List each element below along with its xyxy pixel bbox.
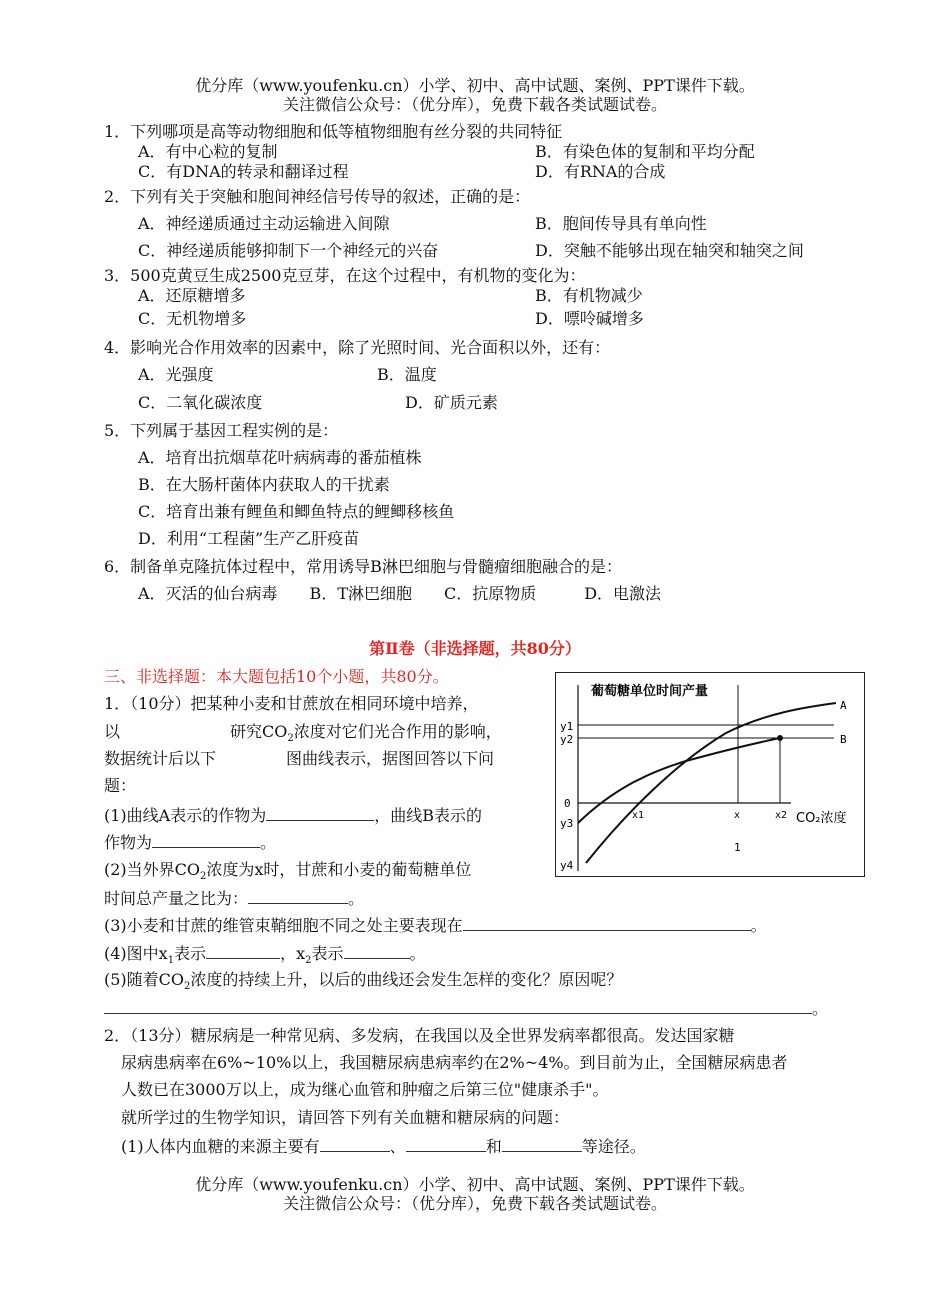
x2-point [777, 735, 783, 741]
mc-q1-option-d: D．有RNA的合成 [535, 162, 666, 181]
part2-title: 第Ⅱ卷（非选择题，共80分） [369, 639, 581, 658]
mc-q3-stem: 3．500克黄豆生成2500克豆芽，在这个过程中，有机物的变化为： [104, 266, 586, 285]
answer-blank[interactable] [206, 943, 280, 959]
q1-line-3: 数据统计后以下 图曲线表示，据图回答以下问 [104, 749, 495, 768]
mc-q4-stem: 4．影响光合作用效率的因素中，除了光照时间、光合面积以外，还有： [104, 338, 611, 357]
curve-a-label: A [840, 699, 847, 712]
mc-q5-option-a: A．培育出抗烟草花叶病病毒的番茄植株 [138, 448, 422, 467]
mc-q2-option-d: D．突触不能够出现在轴突和轴突之间 [535, 241, 804, 260]
mc-q5-option-d: D．利用“工程菌”生产乙肝疫苗 [138, 529, 360, 548]
figure-caption: 1 [734, 841, 741, 854]
mc-q1-option-b: B．有染色体的复制和平均分配 [535, 142, 755, 161]
answer-blank[interactable] [320, 1136, 390, 1152]
curve-b-label: B [840, 733, 847, 746]
mc-q2-option-b: B．胞间传导具有单向性 [535, 214, 707, 233]
answer-blank[interactable] [266, 805, 374, 821]
q2-line-4: 就所学过的生物学知识，请回答下列有关血糖和糖尿病的问题： [121, 1108, 570, 1127]
q1-sub1-line1: (1)曲线A表示的作物为 ，曲线B表示的 [104, 806, 482, 825]
curve-a [586, 703, 836, 863]
q1-sub2-line2: 时间总产量之比为： 。 [104, 889, 365, 908]
header-line-2: 关注微信公众号：（优分库），免费下载各类试题试卷。 [282, 95, 667, 114]
footer-line-1: 优分库（www.youfenku.cn）小学、初中、高中试题、案例、PPT课件下载。 [195, 1175, 755, 1194]
q1-sub2-line1: (2)当外界$CO_2$浓度为x时，甘蔗和小麦的葡萄糖单位 [104, 860, 472, 883]
y-axis-label: 葡萄糖单位时间产量 [591, 684, 709, 699]
q1-line-4: 题： [104, 776, 137, 795]
y3-label: y3 [560, 817, 574, 830]
x2-label: x2 [775, 810, 788, 821]
x-label: x [734, 810, 741, 821]
mc-q4-option-b: B．温度 [377, 365, 437, 384]
origin-label: 0 [564, 797, 571, 810]
mc-q3-option-c: C．无机物增多 [138, 309, 247, 328]
answer-blank[interactable] [463, 915, 751, 931]
mc-q4-option-c: C．二氧化碳浓度 [138, 393, 263, 412]
q1-sub4: (4)图中$x_1$表示 ，$x_2$表示 。 [104, 944, 426, 967]
mc-q2-option-a: A．神经递质通过主动运输进入间隙 [138, 214, 390, 233]
q2-line-1: 2．（13分）糖尿病是一种常见病、多发病，在我国以及全世界发病率都很高。发达国家糖 [104, 1026, 735, 1045]
mc-q2-option-c: C．神经递质能够抑制下一个神经元的兴奋 [138, 241, 439, 260]
mc-q3-option-b: B．有机物减少 [535, 286, 643, 305]
mc-q5-option-b: B．在大肠杆菌体内获取人的干扰素 [138, 475, 390, 494]
q1-sub5: (5)随着$CO_2$浓度的持续上升，以后的曲线还会发生怎样的变化？原因呢？ [104, 970, 623, 993]
q1-sub5-answer: 。 [104, 998, 828, 1019]
answer-blank[interactable] [104, 998, 812, 1014]
q2-line-2: 尿病患病率在6%~10%以上，我国糖尿病患病率约在2%~4%。到目前为止，全国糖尿病患者 [121, 1053, 788, 1072]
x-axis-label: CO₂浓度 [796, 811, 847, 826]
answer-blank[interactable] [406, 1136, 486, 1152]
q1-line-2: 以 研究$CO_2$浓度对它们光合作用的影响， [104, 722, 502, 745]
mc-q5-option-c: C．培育出兼有鲤鱼和鲫鱼特点的鲤鲫移核鱼 [138, 502, 455, 521]
mc-q1-option-a: A．有中心粒的复制 [138, 142, 278, 161]
q1-sub3: (3)小麦和甘蔗的维管束鞘细胞不同之处主要表现在 。 [104, 916, 767, 935]
mc-q6-stem: 6．制备单克隆抗体过程中，常用诱导B淋巴细胞与骨髓瘤细胞融合的是： [104, 557, 622, 576]
answer-blank[interactable] [502, 1136, 582, 1152]
mc-q1-option-c: C．有DNA的转录和翻译过程 [138, 162, 349, 181]
x1-label: x1 [632, 810, 645, 821]
q2-line-3: 人数已在3000万以上，成为继心血管和肿瘤之后第三位"健康杀手"。 [121, 1080, 609, 1099]
y1-label: y1 [560, 720, 574, 733]
answer-blank[interactable] [344, 943, 410, 959]
section-heading: 三、非选择题：本大题包括10个小题，共80分。 [104, 667, 449, 686]
y2-label: y2 [560, 733, 574, 746]
mc-q3-option-a: A．还原糖增多 [138, 286, 246, 305]
mc-q3-option-d: D．嘌呤碱增多 [535, 309, 644, 328]
q1-sub1-line2: 作物为 。 [104, 833, 277, 852]
mc-q6-options: A．灭活的仙台病毒 B．T淋巴细胞 C．抗原物质 D．电激法 [138, 584, 662, 603]
footer-line-2: 关注微信公众号：（优分库），免费下载各类试题试卷。 [282, 1194, 667, 1213]
mc-q2-stem: 2．下列有关于突触和胞间神经信号传导的叙述，正确的是： [104, 187, 531, 206]
mc-q4-option-a: A．光强度 [138, 365, 214, 384]
mc-q1-stem: 1．下列哪项是高等动物细胞和低等植物细胞有丝分裂的共同特征 [104, 122, 563, 141]
y4-label: y4 [560, 859, 574, 872]
graph-svg [556, 673, 864, 876]
header-line-1: 优分库（www.youfenku.cn）小学、初中、高中试题、案例、PPT课件下载。 [195, 76, 755, 95]
mc-q4-option-d: D．矿质元素 [405, 393, 498, 412]
curve-b [578, 738, 780, 823]
co2-glucose-graph [555, 672, 865, 877]
q1-line-1: 1．（10分）把某种小麦和甘蔗放在相同环境中培养， [104, 694, 479, 713]
q2-sub1: (1)人体内血糖的来源主要有 、 和 等途径。 [121, 1137, 646, 1156]
answer-blank[interactable] [248, 888, 348, 904]
mc-q5-stem: 5．下列属于基因工程实例的是： [104, 421, 339, 440]
answer-blank[interactable] [152, 832, 260, 848]
